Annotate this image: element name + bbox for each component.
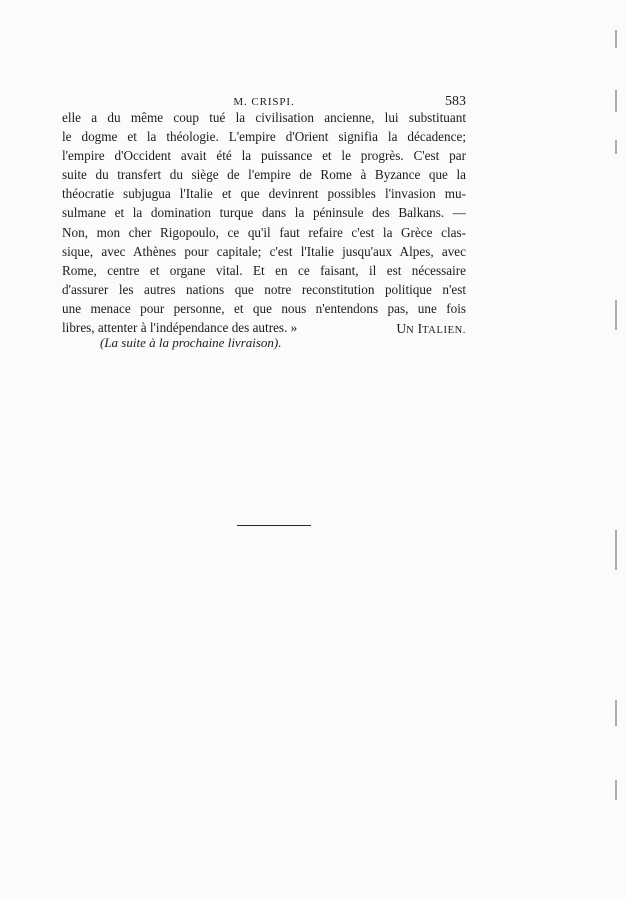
text-line: Non, mon cher Rigopoulo, ce qu'il faut refaire c'est la Grèce clas- <box>62 224 466 240</box>
scan-edge-mark <box>615 300 617 330</box>
section-end-rule <box>237 525 311 526</box>
scan-edge-mark <box>615 90 617 112</box>
signature-first-cap: U <box>396 321 407 336</box>
scan-edge-mark <box>615 30 617 48</box>
text-line: Rome, centre et organe vital. Et en ce faisant, il est nécessaire <box>62 262 466 278</box>
scan-edge-mark <box>615 530 617 570</box>
text-line: l'empire d'Occident avait été la puissance et le progrès. C'est par <box>62 148 466 164</box>
scan-edge-mark <box>615 700 617 726</box>
text-line: sulmane et la domination turque dans la péninsule des Balkans. — <box>62 205 466 221</box>
body-paragraph <box>62 108 466 337</box>
continuation-note: (La suite à la prochaine livraison). <box>100 335 282 350</box>
text-line: une menace pour personne, et que nous n'entendons pas, une fois <box>62 300 466 316</box>
scan-edge-mark <box>615 780 617 800</box>
page-number: 583 <box>445 94 466 109</box>
text-line: suite du transfert du siège de l'empire de Rome à Byzance que la <box>62 167 466 183</box>
signature-first-rest: N <box>406 325 415 336</box>
text-line: sique, avec Athènes pour capitale; c'est l'Italie jusqu'aux Alpes, avec <box>62 243 466 259</box>
text-line: elle a du même coup tué la civilisation ancienne, lui substituant <box>62 110 466 125</box>
scan-edge-mark <box>615 140 617 154</box>
author-signature <box>396 319 466 340</box>
signature-second-rest: TALIEN. <box>422 325 466 336</box>
text-line: d'assurer les autres nations que notre reconstitution politique n'est <box>62 281 466 297</box>
text-line: théocratie subjugua l'Italie et que devinrent possibles l'invasion mu- <box>62 186 466 202</box>
signature-second-cap: I <box>417 321 423 336</box>
text-line: libres, attenter à l'indépendance des autres. » <box>62 320 298 336</box>
running-title: M. CRISPI. <box>233 96 295 108</box>
text-line: le dogme et la théologie. L'empire d'Orient signifia la décadence; <box>62 129 466 145</box>
